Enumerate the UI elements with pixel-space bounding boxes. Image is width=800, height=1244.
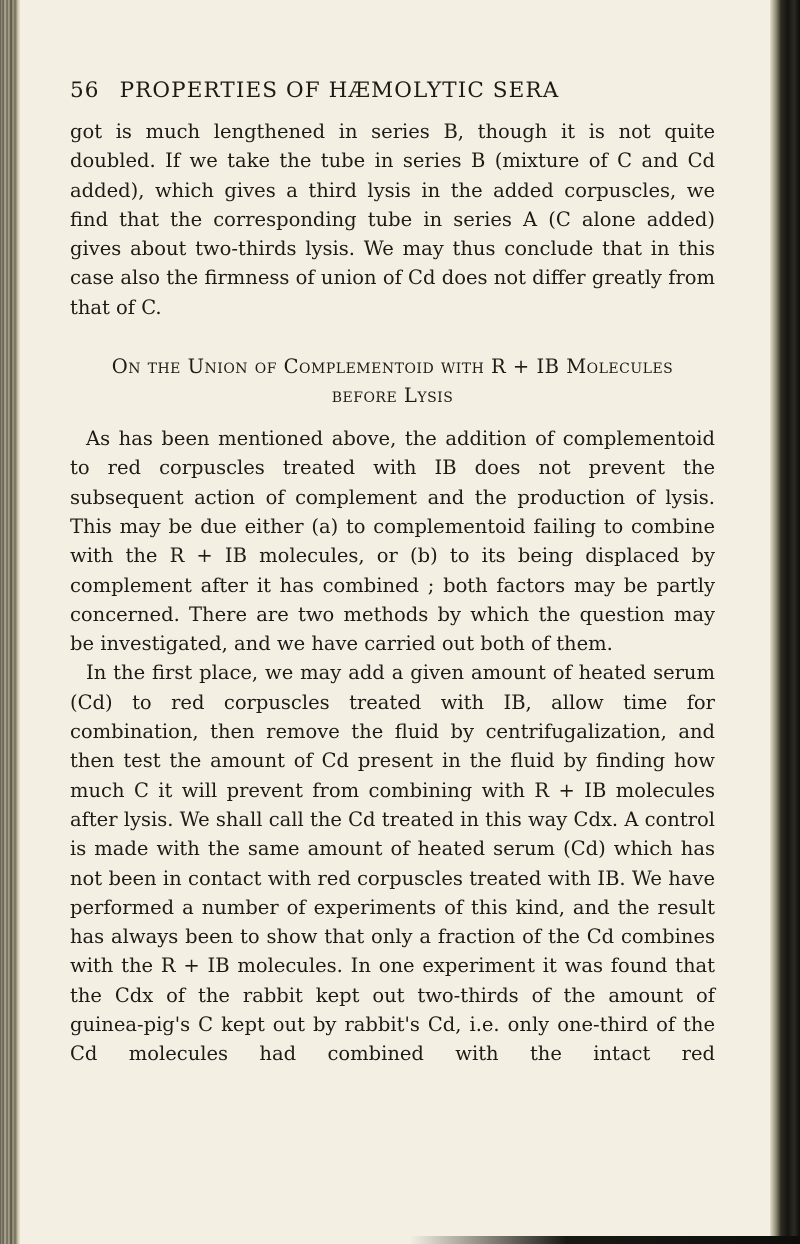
section-heading-line-1: On the Union of Complementoid with R + IB Molecules: [111, 355, 674, 379]
opening-paragraph: got is much lengthened in series B, though it is not quite doubled. If we take the tube in series B (mixture of C and Cd added), which gives a third lysis in the added corpuscles, we find that the corresponding tube in series A (C alone added) gives about two-thirds lysis. We may thus conclude that in this case also the firmness of union of Cd does not differ greatly from that of C.: [70, 120, 715, 319]
scan-right-edge: [770, 0, 800, 1244]
scan-bottom-edge: [410, 1236, 800, 1244]
scan-left-edge: [0, 0, 20, 1244]
page-number: 56: [70, 78, 100, 103]
running-title: PROPERTIES OF HÆMOLYTIC SERA: [119, 78, 560, 103]
section-heading: [70, 352, 715, 410]
section-paragraph-2: In the first place, we may add a given amount of heated serum (Cd) to red corpuscles treated with IB, allow time for combination, then remove the fluid by centrifugalization, and then test the amount of Cd present in the fluid by finding how much C it will prevent from combining with R + IB molecules after lysis. We shall call the Cd treated in this way Cdx. A control is made with the same amount of heated serum (Cd) which has not been in contact with red corpuscles treated with IB. We have performed a number of experiments of this kind, and the result has always been to show that only a fraction of the Cd combines with the R + IB molecules. In one experiment it was found that the Cdx of the rabbit kept out two-thirds of the amount of guinea-pig's C kept out by rabbit's Cd, i.e. only one-third of the Cd molecules had combined with the intact red: [70, 661, 715, 1066]
section-paragraph-1: As has been mentioned above, the addition of complementoid to red corpuscles treated with IB does not prevent the subsequent action of complement and the production of lysis. This may be due either (a) to complementoid failing to combine with the R + IB molecules, or (b) to its being displaced by complement after it has combined ; both factors may be partly concerned. There are two methods by which the question may be investigated, and we have carried out both of them.: [70, 427, 715, 656]
book-page: [70, 78, 715, 1069]
running-header: [70, 78, 715, 103]
section-heading-line-2: before Lysis: [331, 384, 454, 408]
